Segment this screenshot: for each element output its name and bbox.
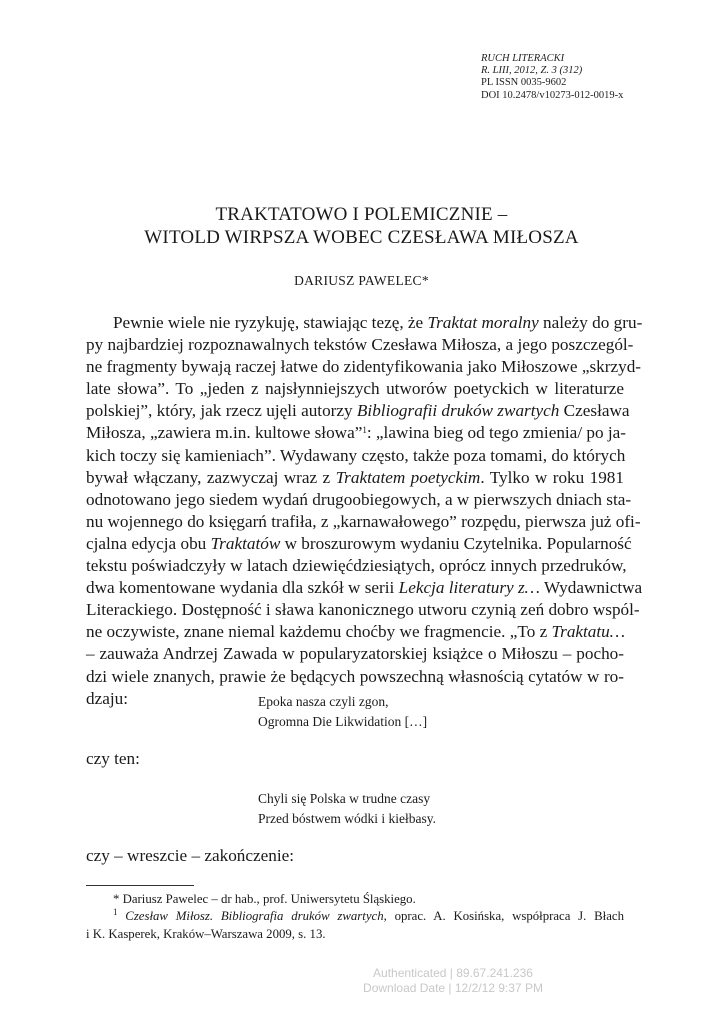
auth-watermark bbox=[0, 966, 723, 996]
footnotes bbox=[86, 891, 624, 943]
body-line: ne oczywiste, znane niemal każdemu choćby we fragmencie. „To z Traktatu… bbox=[86, 622, 626, 642]
title-line-1: TRAKTATOWO I POLEMICZNIE – bbox=[215, 204, 508, 225]
body-line: dzaju: bbox=[86, 688, 128, 708]
body-line: Miłosza, „zawiera m.in. kultowe słowa”$^1$: „lawina bieg od tego zmienia/ po ja- bbox=[86, 423, 626, 443]
body-line: kich toczy się kamieniach”. Wydawany często, także poza tomami, do których bbox=[86, 445, 626, 465]
body-line: tekstu poświadczyły w latach dziewięćdziesiątych, oprócz innych przedruków, bbox=[86, 556, 627, 576]
poem-quote-1 bbox=[258, 692, 427, 731]
footnote-ref-1: 1 bbox=[362, 425, 367, 436]
body-line: – zauważa Andrzej Zawada w popularyzatorskiej książce o Miłoszu – pocho- bbox=[86, 644, 624, 664]
title-line-2: WITOLD WIRPSZA WOBEC CZESŁAWA MIŁOSZA bbox=[144, 227, 579, 248]
body-line: polskiej”, który, jak rzecz ujęli autorzy Bibliografii druków zwartych Czesława bbox=[86, 401, 630, 421]
body-line: ne fragmenty bywają raczej łatwe do zidentyfikowania jako Miłoszowe „skrzyd- bbox=[86, 357, 642, 377]
quote-line: Chyli się Polska w trudne czasy bbox=[258, 791, 431, 806]
body-line: dzi wiele znanych, prawie że będących powszechną własnością cytatów w ro- bbox=[86, 666, 624, 686]
body-line: py najbardziej rozpoznawalnych tekstów Czesława Miłosza, a jego poszczegól- bbox=[86, 335, 634, 355]
watermark-line-1: Authenticated | 89.67.241.236 bbox=[373, 966, 533, 980]
quote-line: Epoka nasza czyli zgon, bbox=[258, 694, 389, 709]
body-line: Literackiego. Dostępność i sława kanonicznego utworu czynią zeń dobro wspól- bbox=[86, 600, 640, 620]
article-author: DARIUSZ PAWELEC* bbox=[294, 273, 429, 288]
body-line: nu wojennego do księgarń trafiła, z „karnawałowego” rozpędu, pierwsza już ofi- bbox=[86, 511, 641, 531]
article-title bbox=[0, 203, 723, 249]
watermark-line-2: Download Date | 12/2/12 9:37 PM bbox=[363, 981, 543, 995]
journal-issn: PL ISSN 0035-9602 bbox=[481, 77, 567, 89]
connector-text: czy ten: bbox=[86, 749, 140, 768]
journal-volume: R. LIII, 2012, Z. 3 (312) bbox=[481, 65, 583, 77]
journal-name: RUCH LITERACKI bbox=[481, 53, 565, 64]
body-line: odnotowano jego siedem wydań drugoobiegowych, a w pierwszych dniach sta- bbox=[86, 489, 632, 509]
body-line: Pewnie wiele nie ryzykuję, stawiając tezę, że Traktat moralny należy do gru- bbox=[113, 313, 643, 332]
footnote-1: $^1$ Czesław Miłosz. Bibliografia druków zwartych, oprac. A. Kosińska, współpraca J. Błach bbox=[113, 907, 624, 924]
body-line: late słowa”. To „jeden z najsłynniejszych utworów poetyckich w literaturze bbox=[86, 379, 624, 399]
quote-line: Przed bóstwem wódki i kiełbasy. bbox=[258, 810, 436, 826]
quote-line: Ogromna Die Likwidation […] bbox=[258, 713, 428, 729]
poem-quote-2 bbox=[258, 789, 436, 828]
journal-info bbox=[481, 53, 623, 102]
footnote-1-cont: i K. Kasperek, Kraków–Warszawa 2009, s. 13. bbox=[86, 926, 326, 941]
closing-text: czy – wreszcie – zakończenie: bbox=[86, 846, 295, 865]
journal-doi: DOI 10.2478/v10273-012-0019-x bbox=[481, 89, 624, 101]
body-line: cjalna edycja obu Traktatów w broszurowym wydaniu Czytelnika. Popularność bbox=[86, 533, 632, 553]
body-paragraph bbox=[86, 312, 643, 710]
body-line: dwa komentowane wydania dla szkół w serii Lekcja literatury z… Wydawnictwa bbox=[86, 578, 643, 598]
body-line: bywał włączany, zazwyczaj wraz z Traktatem poetyckim. Tylko w roku 1981 bbox=[86, 467, 624, 487]
footnote-divider bbox=[86, 885, 194, 886]
footnote-star: * Dariusz Pawelec – dr hab., prof. Uniwersytetu Śląskiego. bbox=[113, 892, 416, 906]
